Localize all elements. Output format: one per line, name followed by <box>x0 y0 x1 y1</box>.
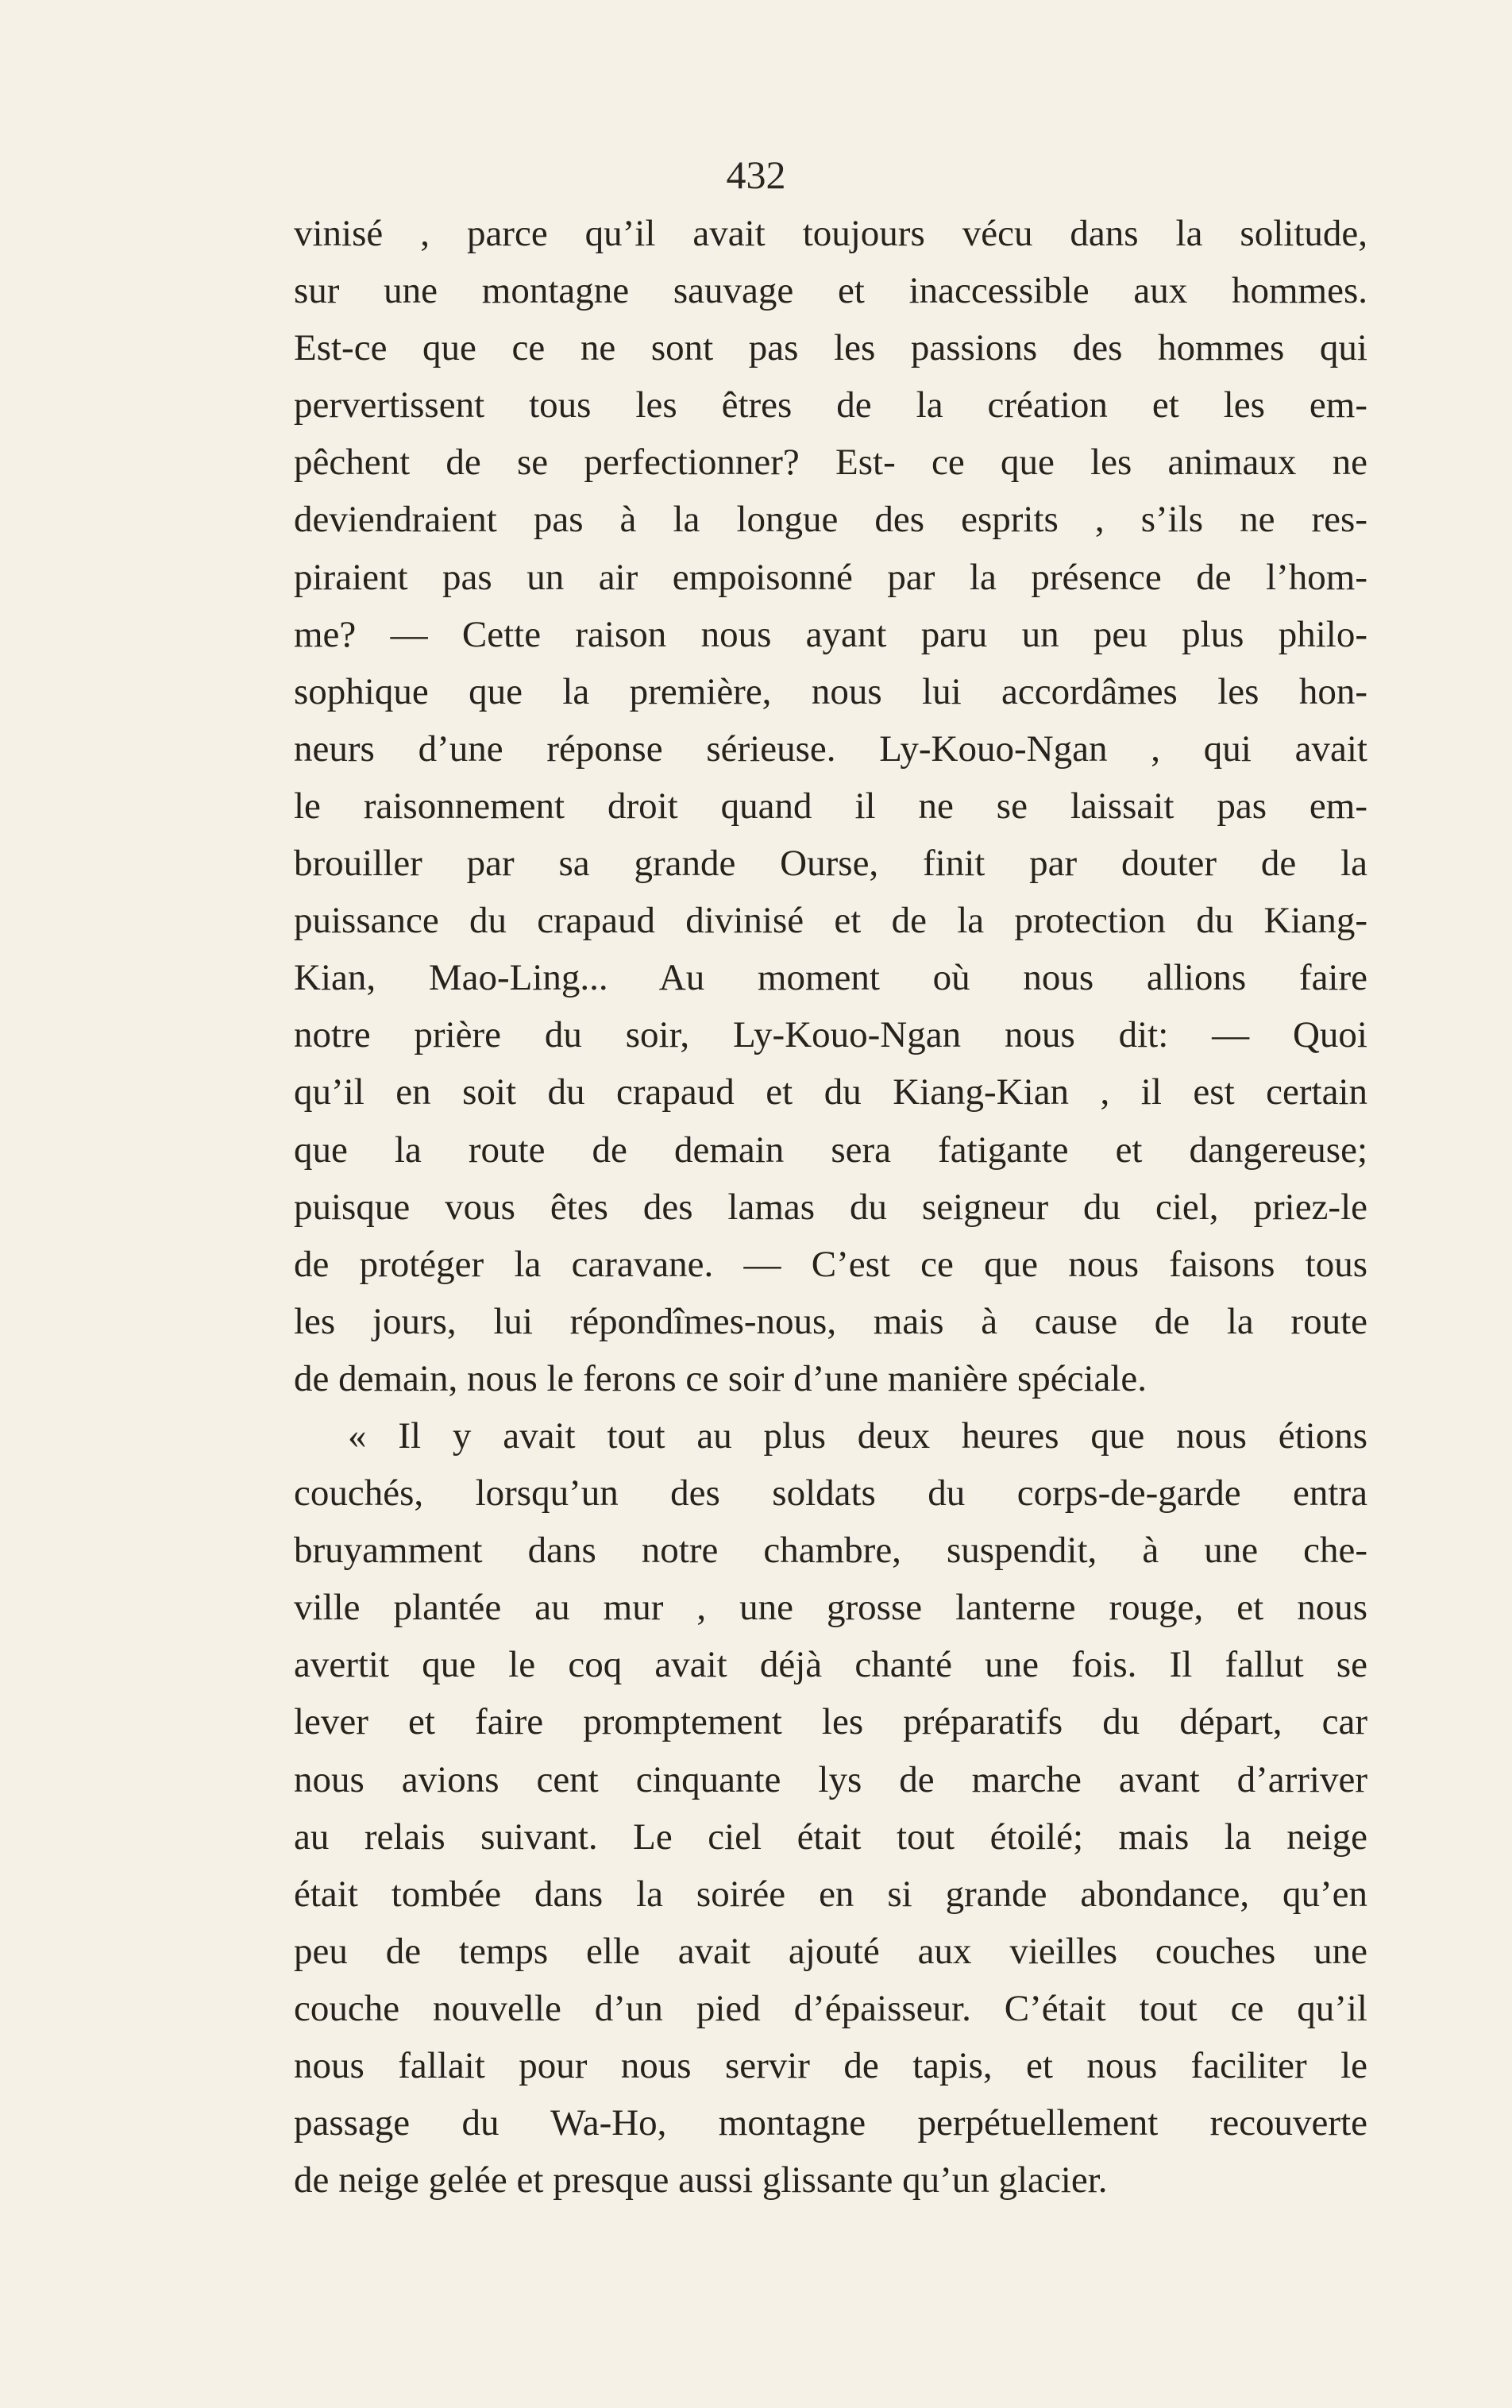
text-line: pêchent de se perfectionner? Est- ce que les animaux ne <box>294 442 1367 484</box>
text-line: neurs d’une réponse sérieuse. Ly-Kouo-Ngan , qui avait <box>294 727 1367 770</box>
text-line: lever et faire promptement les préparatifs du départ, car <box>294 1701 1367 1743</box>
text-line: que la route de demain sera fatigante et dangereuse; <box>294 1129 1367 1171</box>
text-line: était tombée dans la soirée en si grande abondance, qu’en <box>294 1873 1367 1915</box>
text-line: les jours, lui répondîmes-nous, mais à cause de la route <box>294 1300 1367 1342</box>
text-line: bruyamment dans notre chambre, suspendit, à une che- <box>294 1530 1367 1572</box>
text-line: brouiller par sa grande Ourse, finit par douter de la <box>294 843 1367 885</box>
text-line: nous avions cent cinquante lys de marche avant d’arriver <box>294 1758 1367 1800</box>
text-line: pervertissent tous les êtres de la création et les em- <box>294 384 1367 426</box>
text-line: passage du Wa-Ho, montagne perpétuellement recouverte <box>294 2102 1367 2144</box>
text-line: ville plantée au mur , une grosse lanterne rouge, et nous <box>294 1587 1367 1629</box>
body-text <box>294 205 1367 2209</box>
text-line: sophique que la première, nous lui accordâmes les hon- <box>294 670 1367 712</box>
text-line: nous fallait pour nous servir de tapis, et nous faciliter le <box>294 2045 1367 2086</box>
text-line: de protéger la caravane. — C’est ce que nous faisons tous <box>294 1243 1367 1285</box>
text-line: me? — Cette raison nous ayant paru un peu plus philo- <box>294 613 1367 655</box>
text-line: puissance du crapaud divinisé et de la protection du Kiang- <box>294 900 1367 942</box>
text-line: Est-ce que ce ne sont pas les passions des hommes qui <box>294 327 1367 369</box>
text-line: Kian, Mao-Ling... Au moment où nous allions faire <box>294 957 1367 999</box>
text-line: qu’il en soit du crapaud et du Kiang-Kian , il est certain <box>294 1071 1367 1113</box>
text-line: au relais suivant. Le ciel était tout étoilé; mais la neige <box>294 1816 1367 1858</box>
text-line: notre prière du soir, Ly-Kouo-Ngan nous dit: — Quoi <box>294 1014 1367 1056</box>
text-line: de demain, nous le ferons ce soir d’une manière spéciale. <box>294 1357 1148 1399</box>
text-line: sur une montagne sauvage et inaccessible aux hommes. <box>294 270 1367 312</box>
text-line: avertit que le coq avait déjà chanté une fois. Il fallut se <box>294 1644 1367 1686</box>
text-line: vinisé , parce qu’il avait toujours vécu dans la solitude, <box>294 213 1367 254</box>
text-line: deviendraient pas à la longue des esprits , s’ils ne res- <box>294 499 1367 541</box>
text-line: piraient pas un air empoisonné par la présence de l’hom- <box>294 556 1367 598</box>
paragraph-start-line: « Il y avait tout au plus deux heures que nous étions <box>348 1414 1367 1457</box>
text-line: couchés, lorsqu’un des soldats du corps-de-garde entra <box>294 1472 1367 1515</box>
text-line: couche nouvelle d’un pied d’épaisseur. C’était tout ce qu’il <box>294 1987 1367 2029</box>
text-line: puisque vous êtes des lamas du seigneur du ciel, priez-le <box>294 1186 1367 1228</box>
text-line: le raisonnement droit quand il ne se laissait pas em- <box>294 785 1367 827</box>
text-line: de neige gelée et presque aussi glissante qu’un glacier. <box>294 2159 1108 2202</box>
page-number: 432 <box>726 152 786 197</box>
text-line: peu de temps elle avait ajouté aux vieilles couches une <box>294 1930 1367 1972</box>
